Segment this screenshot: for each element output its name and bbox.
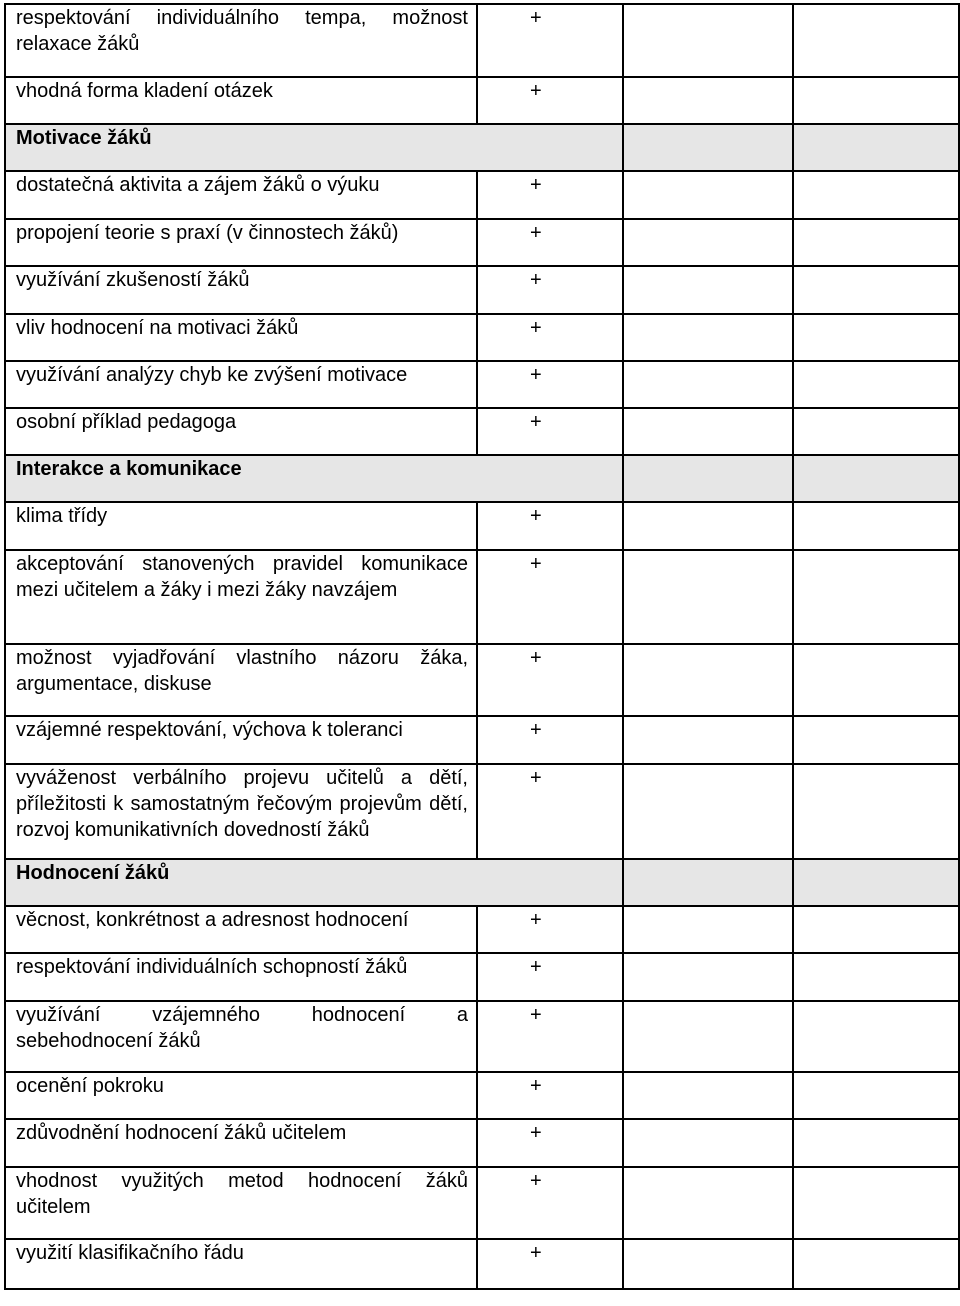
rating-mark: +: [530, 1075, 542, 1097]
empty-cell: [793, 77, 959, 124]
empty-cell: [623, 764, 793, 859]
criterion-cell: [5, 77, 477, 124]
empty-cell: [793, 266, 959, 314]
criterion-label: propojení teorie s praxí (v činnostech žáků): [16, 222, 399, 244]
criterion-cell: [5, 1167, 477, 1239]
rating-cell: [477, 171, 623, 219]
criterion-label: vzájemné respektování, výchova k toleranci: [16, 719, 403, 741]
empty-cell: [793, 124, 959, 171]
empty-cell: [623, 1119, 793, 1167]
rating-cell: [477, 550, 623, 644]
empty-cell: [623, 171, 793, 219]
rating-mark: +: [530, 1122, 542, 1144]
empty-cell: [623, 953, 793, 1001]
rating-cell: [477, 1167, 623, 1239]
criterion-label: využívání vzájemného hodnocení a sebehodnocení žáků: [16, 1004, 468, 1052]
empty-cell: [793, 502, 959, 550]
empty-cell: [793, 1119, 959, 1167]
table-row: [5, 266, 959, 314]
rating-mark: +: [530, 719, 542, 741]
rating-cell: [477, 408, 623, 455]
empty-cell: [623, 314, 793, 361]
criterion-cell: [5, 550, 477, 644]
criterion-label: respektování individuálního tempa, možnost relaxace žáků: [16, 7, 468, 55]
rating-mark: +: [530, 553, 542, 575]
empty-cell: [623, 455, 793, 502]
empty-cell: [793, 644, 959, 716]
criterion-cell: [5, 953, 477, 1001]
empty-cell: [623, 1167, 793, 1239]
rating-mark: +: [530, 411, 542, 433]
rating-cell: [477, 716, 623, 764]
rating-cell: [477, 219, 623, 266]
criterion-cell: [5, 266, 477, 314]
criterion-cell: [5, 644, 477, 716]
criterion-label: využití klasifikačního řádu: [16, 1242, 244, 1264]
section-title: Interakce a komunikace: [16, 458, 242, 480]
empty-cell: [623, 859, 793, 906]
empty-cell: [793, 859, 959, 906]
rating-mark: +: [530, 80, 542, 102]
criterion-label: vhodná forma kladení otázek: [16, 80, 273, 102]
table-row: [5, 408, 959, 455]
empty-cell: [623, 906, 793, 953]
criterion-cell: [5, 1119, 477, 1167]
criterion-cell: [5, 502, 477, 550]
rating-mark: +: [530, 364, 542, 386]
rating-cell: [477, 1239, 623, 1289]
empty-cell: [793, 408, 959, 455]
empty-cell: [793, 4, 959, 77]
empty-cell: [623, 361, 793, 408]
section-header-cell: [5, 455, 623, 502]
rating-mark: +: [530, 1170, 542, 1192]
table-row: [5, 314, 959, 361]
rating-cell: [477, 953, 623, 1001]
criterion-cell: [5, 906, 477, 953]
empty-cell: [793, 906, 959, 953]
criterion-cell: [5, 361, 477, 408]
criterion-label: akceptování stanovených pravidel komunikace mezi učitelem a žáky i mezi žáky navzájem: [16, 553, 468, 601]
table-row: [5, 1239, 959, 1289]
criterion-cell: [5, 716, 477, 764]
criterion-cell: [5, 408, 477, 455]
rating-cell: [477, 1001, 623, 1072]
criterion-label: využívání zkušeností žáků: [16, 269, 250, 291]
empty-cell: [623, 1072, 793, 1119]
empty-cell: [623, 716, 793, 764]
table-row: [5, 716, 959, 764]
table-row: [5, 906, 959, 953]
empty-cell: [793, 1167, 959, 1239]
empty-cell: [623, 4, 793, 77]
table-row: [5, 1119, 959, 1167]
empty-cell: [793, 953, 959, 1001]
criterion-label: klima třídy: [16, 505, 108, 527]
empty-cell: [623, 1239, 793, 1289]
empty-cell: [623, 77, 793, 124]
criterion-cell: [5, 314, 477, 361]
table-row: [5, 1001, 959, 1072]
table-row: [5, 361, 959, 408]
rating-mark: +: [530, 1004, 542, 1026]
empty-cell: [623, 408, 793, 455]
rating-mark: +: [530, 1242, 542, 1264]
table-row: [5, 219, 959, 266]
table-row: [5, 77, 959, 124]
table-row: [5, 550, 959, 644]
empty-cell: [793, 361, 959, 408]
rating-cell: [477, 314, 623, 361]
empty-cell: [623, 219, 793, 266]
criterion-cell: [5, 4, 477, 77]
criterion-label: osobní příklad pedagoga: [16, 411, 237, 433]
criterion-label: věcnost, konkrétnost a adresnost hodnocení: [16, 909, 409, 931]
empty-cell: [793, 764, 959, 859]
criterion-cell: [5, 1239, 477, 1289]
rating-mark: +: [530, 7, 542, 29]
empty-cell: [793, 1072, 959, 1119]
empty-cell: [623, 266, 793, 314]
rating-cell: [477, 1119, 623, 1167]
evaluation-table-body: [5, 4, 959, 1289]
empty-cell: [623, 550, 793, 644]
empty-cell: [793, 171, 959, 219]
criterion-label: možnost vyjadřování vlastního názoru žáka, argumentace, diskuse: [16, 647, 468, 695]
rating-mark: +: [530, 174, 542, 196]
table-row: [5, 764, 959, 859]
table-row: [5, 1072, 959, 1119]
rating-cell: [477, 266, 623, 314]
rating-mark: +: [530, 647, 542, 669]
criterion-label: využívání analýzy chyb ke zvýšení motivace: [16, 364, 408, 386]
empty-cell: [793, 1001, 959, 1072]
rating-mark: +: [530, 505, 542, 527]
rating-cell: [477, 361, 623, 408]
section-header-row: [5, 124, 959, 171]
rating-cell: [477, 906, 623, 953]
table-row: [5, 644, 959, 716]
rating-mark: +: [530, 909, 542, 931]
empty-cell: [793, 219, 959, 266]
section-header-cell: [5, 124, 623, 171]
rating-mark: +: [530, 222, 542, 244]
rating-cell: [477, 77, 623, 124]
rating-cell: [477, 644, 623, 716]
criterion-label: zdůvodnění hodnocení žáků učitelem: [16, 1122, 347, 1144]
criterion-label: vyváženost verbálního projevu učitelů a dětí, příležitosti k samostatným řečovým projevům dětí, rozvoj komunikativních dovedností žáků: [16, 767, 468, 841]
rating-mark: +: [530, 269, 542, 291]
table-row: [5, 4, 959, 77]
criterion-cell: [5, 764, 477, 859]
criterion-cell: [5, 171, 477, 219]
evaluation-table: [4, 3, 960, 1290]
rating-mark: +: [530, 767, 542, 789]
section-title: Hodnocení žáků: [16, 862, 170, 884]
empty-cell: [793, 1239, 959, 1289]
empty-cell: [623, 502, 793, 550]
rating-cell: [477, 4, 623, 77]
rating-mark: +: [530, 317, 542, 339]
table-row: [5, 953, 959, 1001]
empty-cell: [623, 1001, 793, 1072]
empty-cell: [793, 716, 959, 764]
empty-cell: [623, 644, 793, 716]
criterion-label: dostatečná aktivita a zájem žáků o výuku: [16, 174, 380, 196]
empty-cell: [793, 455, 959, 502]
criterion-label: vhodnost využitých metod hodnocení žáků učitelem: [16, 1170, 468, 1218]
rating-cell: [477, 1072, 623, 1119]
criterion-label: vliv hodnocení na motivaci žáků: [16, 317, 299, 339]
section-title: Motivace žáků: [16, 127, 152, 149]
table-row: [5, 1167, 959, 1239]
criterion-cell: [5, 219, 477, 266]
empty-cell: [793, 314, 959, 361]
empty-cell: [793, 550, 959, 644]
rating-cell: [477, 502, 623, 550]
rating-mark: +: [530, 956, 542, 978]
section-header-row: [5, 859, 959, 906]
table-row: [5, 502, 959, 550]
section-header-cell: [5, 859, 623, 906]
criterion-cell: [5, 1001, 477, 1072]
criterion-label: respektování individuálních schopností žáků: [16, 956, 408, 978]
criterion-label: ocenění pokroku: [16, 1075, 164, 1097]
section-header-row: [5, 455, 959, 502]
table-row: [5, 171, 959, 219]
empty-cell: [623, 124, 793, 171]
rating-cell: [477, 764, 623, 859]
criterion-cell: [5, 1072, 477, 1119]
